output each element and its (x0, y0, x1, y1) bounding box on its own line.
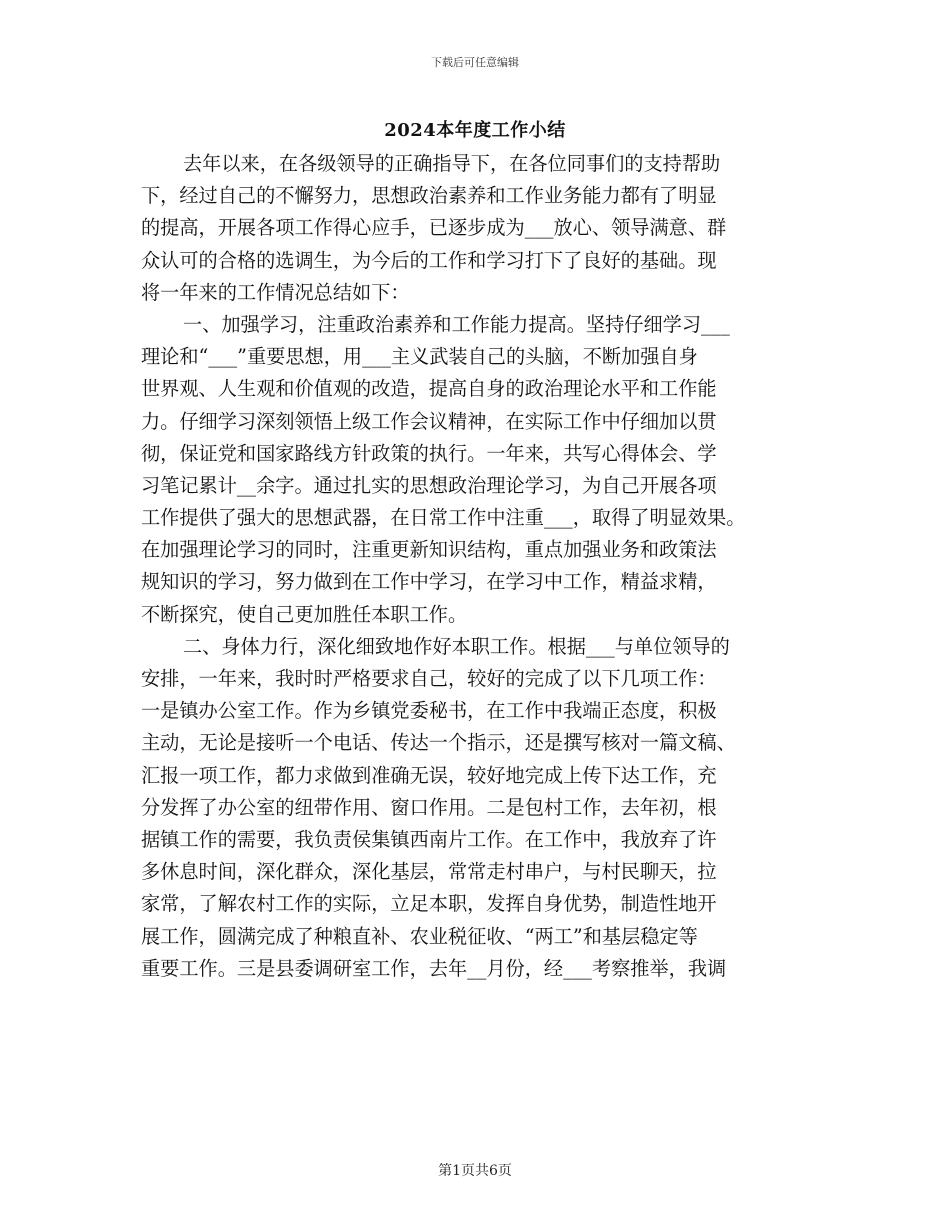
body-line: 习笔记累计__余字。通过扎实的思想政治理论学习，为自己开展各项 (141, 473, 717, 497)
body-line: 众认可的合格的选调生，为今后的工作和学习打下了良好的基础。现 (141, 248, 717, 272)
body-line: 家常，了解农村工作的实际，立足本职，发挥自身优势，制造性地开 (141, 892, 717, 916)
document-body (141, 148, 811, 985)
body-line: 多休息时间，深化群众，深化基层，常常走村串户，与村民聊天，拉 (141, 860, 717, 884)
body-line: 重要工作。三是县委调研室工作，去年__月份，经___考察推举，我调 (141, 956, 727, 980)
body-line: 理论和“___”重要思想，用___主义武装自己的头脑，不断加强自身 (141, 345, 698, 369)
body-line: 二、身体力行，深化细致地作好本职工作。根据___与单位领导的 (183, 634, 730, 658)
body-line: 不断探究，使自己更加胜任本职工作。 (141, 602, 468, 626)
body-line: 下，经过自己的不懈努力，思想政治素养和工作业务能力都有了明显 (141, 184, 717, 208)
download-note: 下载后可任意编辑 (431, 56, 519, 69)
body-line: 规知识的学习，努力做到在工作中学习，在学习中工作，精益求精， (141, 570, 717, 594)
body-line: 据镇工作的需要，我负责侯集镇西南片工作。在工作中，我放弃了许 (141, 827, 717, 851)
body-line: 世界观、人生观和价值观的改造，提高自身的政治理论水平和工作能 (141, 377, 717, 401)
document-title: 2024本年度工作小结 (384, 120, 566, 141)
body-line: 工作提供了强大的思想武器，在日常工作中注重___，取得了明显效果。 (141, 506, 746, 530)
body-line: 去年以来，在各级领导的正确指导下，在各位同事们的支持帮助 (183, 152, 721, 175)
body-line: 主动，无论是接听一个电话、传达一个指示，还是撰写核对一篇文稿、 (141, 731, 736, 755)
body-line: 一是镇办公室工作。作为乡镇党委秘书，在工作中我端正态度，积极 (141, 699, 717, 723)
body-line: 的提高，开展各项工作得心应手，已逐步成为___放心、领导满意、群 (141, 216, 727, 240)
body-line: 安排，一年来，我时时严格要求自己，较好的完成了以下几项工作： (141, 667, 717, 690)
body-line: 力。仔细学习深刻领悟上级工作会议精神，在实际工作中仔细加以贯 (141, 409, 717, 433)
body-line: 汇报一项工作，都力求做到准确无误，较好地完成上传下达工作，充 (141, 763, 717, 787)
body-line: 在加强理论学习的同时，注重更新知识结构，重点加强业务和政策法 (141, 538, 717, 562)
body-line: 彻，保证党和国家路线方针政策的执行。一年来，共写心得体会、学 (141, 441, 717, 465)
body-line: 将一年来的工作情况总结如下： (141, 280, 410, 304)
page-number: 第1页共6页 (438, 1163, 512, 1179)
body-line: 一、加强学习，注重政治素养和工作能力提高。坚持仔细学习___ (183, 312, 730, 336)
body-line: 分发挥了办公室的纽带作用、窗口作用。二是包村工作，去年初，根 (141, 795, 717, 819)
body-line: 展工作，圆满完成了种粮直补、农业税征收、“两工”和基层稳定等 (141, 924, 698, 948)
